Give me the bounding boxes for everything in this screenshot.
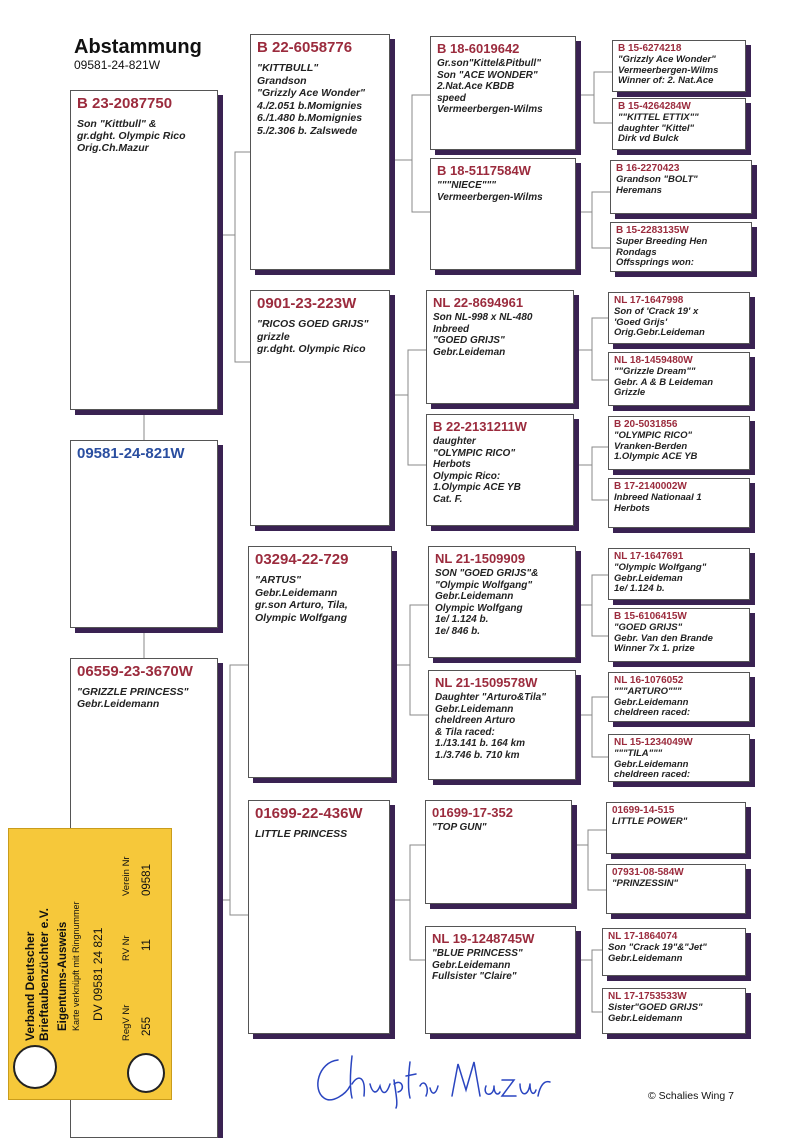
- pedigree-text: "GOED GRIJS" Gebr. Van den Brande Winner 7x 1. prize: [614, 622, 713, 654]
- pedigree-box-subject: [70, 440, 218, 628]
- ownership-card: [8, 828, 172, 1100]
- handwritten-signature: [310, 1050, 560, 1110]
- card-org-line1: Verband Deutscher: [23, 931, 37, 1041]
- pedigree-text: Son of 'Crack 19' x 'Goed Grijs' Orig.Gebr.Leideman: [614, 306, 705, 338]
- ring-number: B 15-4264284W: [618, 101, 691, 112]
- pedigree-box-gg-7: [425, 800, 572, 904]
- pedigree-text: LITTLE PRINCESS: [255, 828, 348, 840]
- pedigree-text: Sister"GOED GRIJS" Gebr.Leidemann: [608, 1002, 703, 1024]
- pedigree-text: "KITTBULL" Grandson "Grizzly Ace Wonder" 4./2.051 b.Momignies 6./1.480 b.Momignies 5./2.306 b. Zalswede: [257, 62, 365, 137]
- pedigree-box-gg-4: [426, 414, 574, 526]
- association-logo-icon: [13, 1045, 57, 1089]
- pedigree-box-gg-2: [430, 158, 576, 270]
- pedigree-text: "RICOS GOED GRIJS" grizzle gr.dght. Olympic Rico: [257, 318, 369, 355]
- pedigree-box-ggg-7: [608, 416, 750, 470]
- card-note: Karte verknüpft mit Ringnummer: [71, 901, 81, 1031]
- ring-number: NL 17-1647998: [614, 295, 684, 306]
- pedigree-text: """TILA""" Gebr.Leidemann cheldreen raced:: [614, 748, 691, 780]
- card-org-line2: Brieftaubenzüchter e.V.: [37, 908, 51, 1041]
- pedigree-text: ""Grizzle Dream"" Gebr. A & B Leideman Grizzle: [614, 366, 714, 398]
- ring-number: B 15-6106415W: [614, 611, 687, 622]
- ring-number: B 15-2283135W: [616, 225, 689, 236]
- ring-number: B 16-2270423: [616, 163, 680, 174]
- ring-number: B 22-6058776: [257, 39, 353, 56]
- pedigree-text: Inbreed Nationaal 1 Herbots: [614, 492, 702, 514]
- pedigree-box-granddam-paternal: [250, 290, 390, 526]
- ring-number: B 20-5031856: [614, 419, 678, 430]
- pedigree-text: Son "Crack 19"&"Jet" Gebr.Leidemann: [608, 942, 707, 964]
- pedigree-text: "PRINZESSIN": [612, 878, 679, 889]
- pedigree-box-ggg-4: [610, 222, 752, 272]
- pedigree-text: SON "GOED GRIJS"& "Olympic Wolfgang" Gebr.Leidemann Olympic Wolfgang 1e/ 1.124 b. 1e/ 846 b.: [435, 568, 539, 637]
- pedigree-box-ggg-12: [608, 734, 750, 782]
- pedigree-box-ggg-2: [612, 98, 746, 150]
- card-label-regv: RegV Nr: [121, 1004, 132, 1041]
- pedigree-box-ggg-5: [608, 292, 750, 344]
- pedigree-text: Son NL-998 x NL-480 Inbreed "GOED GRIJS" Gebr.Leideman: [433, 312, 533, 358]
- ring-number: NL 17-1753533W: [608, 991, 687, 1002]
- card-label-verein: Verein Nr: [121, 856, 132, 896]
- pedigree-box-ggg-1: [612, 40, 746, 92]
- pedigree-text: ""KITTEL ETTIX"" daughter "Kittel" Dirk vd Bulck: [618, 112, 699, 144]
- pedigree-box-gg-5: [428, 546, 576, 658]
- ring-number: 03294-22-729: [255, 551, 349, 568]
- card-heading: Eigentums-Ausweis: [57, 921, 69, 1031]
- pedigree-box-gg-6: [428, 670, 576, 780]
- ring-number: NL 21-1509909: [435, 551, 526, 566]
- pedigree-text: Daughter "Arturo&Tila" Gebr.Leidemann cheldreen Arturo & Tila raced: 1./13.141 b. 164 km 1./3.746 b. 710 km: [435, 692, 546, 761]
- ring-number: NL 22-8694961: [433, 295, 524, 310]
- page-title: Abstammung: [74, 36, 202, 58]
- ring-number: 0901-23-223W: [257, 295, 357, 312]
- ring-number: NL 19-1248745W: [432, 931, 535, 946]
- ring-number: B 22-2131211W: [433, 419, 527, 434]
- ring-number: NL 15-1234049W: [614, 737, 693, 748]
- pedigree-box-ggg-13: [606, 802, 746, 854]
- pedigree-text: "OLYMPIC RICO" Vranken-Berden 1.Olympic ACE YB: [614, 430, 698, 462]
- copyright-text: © Schalies Wing 7: [648, 1090, 734, 1102]
- pedigree-box-ggg-15: [602, 928, 746, 976]
- ring-number: 01699-22-436W: [255, 805, 363, 822]
- pedigree-text: daughter "OLYMPIC RICO" Herbots Olympic Rico: 1.Olympic ACE YB Cat. F.: [433, 436, 521, 505]
- pedigree-box-ggg-16: [602, 988, 746, 1034]
- pedigree-text: Son "Kittbull" & gr.dght. Olympic Rico Orig.Ch.Mazur: [77, 118, 186, 154]
- ring-number: 01699-14-515: [612, 805, 675, 816]
- pedigree-box-ggg-9: [608, 548, 750, 600]
- ring-number: B 18-5117584W: [437, 163, 531, 178]
- pedigree-text: """ARTURO""" Gebr.Leidemann cheldreen raced:: [614, 686, 691, 718]
- ring-number: B 23-2087750: [77, 95, 173, 112]
- ring-number: NL 17-1647691: [614, 551, 684, 562]
- ring-number: 01699-17-352: [432, 805, 513, 820]
- page-subtitle: 09581-24-821W: [74, 58, 161, 72]
- ring-number: NL 21-1509578W: [435, 675, 538, 690]
- ring-number: B 18-6019642: [437, 41, 520, 56]
- card-value-rv: 11: [141, 939, 153, 951]
- pedigree-box-ggg-11: [608, 672, 750, 722]
- ring-number: NL 18-1459480W: [614, 355, 693, 366]
- pedigree-box-granddam-maternal: [248, 800, 390, 1034]
- pedigree-text: "GRIZZLE PRINCESS" Gebr.Leidemann: [77, 686, 189, 710]
- pedigree-text: Super Breeding Hen Rondags Offssprings won:: [616, 236, 708, 268]
- pedigree-box-sire: [70, 90, 218, 410]
- pedigree-box-gg-1: [430, 36, 576, 150]
- pedigree-box-ggg-14: [606, 864, 746, 914]
- dove-logo-icon: [127, 1053, 165, 1093]
- pedigree-text: "ARTUS" Gebr.Leidemann gr.son Arturo, Tila, Olympic Wolfgang: [255, 574, 348, 624]
- pedigree-text: "BLUE PRINCESS" Gebr.Leidemann Fullsister "Claire": [432, 948, 523, 982]
- ring-number: 07931-08-584W: [612, 867, 684, 878]
- pedigree-text: Grandson "BOLT" Heremans: [616, 174, 698, 196]
- pedigree-box-grandsire-maternal: [248, 546, 392, 778]
- pedigree-box-ggg-8: [608, 478, 750, 528]
- pedigree-box-grandsire-paternal: [250, 34, 390, 270]
- ring-number: 06559-23-3670W: [77, 663, 193, 680]
- pedigree-text: "TOP GUN": [432, 822, 487, 833]
- pedigree-box-ggg-10: [608, 608, 750, 662]
- card-ring-number: DV 09581 24 821: [91, 927, 105, 1021]
- pedigree-box-gg-3: [426, 290, 574, 404]
- pedigree-text: """NIECE""" Vermeerbergen-Wilms: [437, 180, 543, 203]
- pedigree-text: "Olympic Wolfgang" Gebr.Leideman 1e/ 1.124 b.: [614, 562, 707, 594]
- card-value-verein: 09581: [141, 864, 153, 896]
- pedigree-text: LITTLE POWER": [612, 816, 688, 827]
- ring-number: NL 16-1076052: [614, 675, 684, 686]
- ring-number: 09581-24-821W: [77, 445, 185, 462]
- ring-number: NL 17-1864074: [608, 931, 678, 942]
- card-label-rv: RV Nr: [121, 935, 132, 961]
- pedigree-box-ggg-3: [610, 160, 752, 214]
- ring-number: B 15-6274218: [618, 43, 682, 54]
- pedigree-text: Gr.son"Kittel&Pitbull" Son "ACE WONDER" 2.Nat.Ace KBDB speed Vermeerbergen-Wilms: [437, 58, 543, 115]
- pedigree-box-ggg-6: [608, 352, 750, 406]
- pedigree-text: "Grizzly Ace Wonder" Vermeerbergen-Wilms Winner of: 2. Nat.Ace: [618, 54, 719, 86]
- card-value-regv: 255: [141, 1016, 153, 1036]
- ring-number: B 17-2140002W: [614, 481, 687, 492]
- pedigree-box-gg-8: [425, 926, 576, 1034]
